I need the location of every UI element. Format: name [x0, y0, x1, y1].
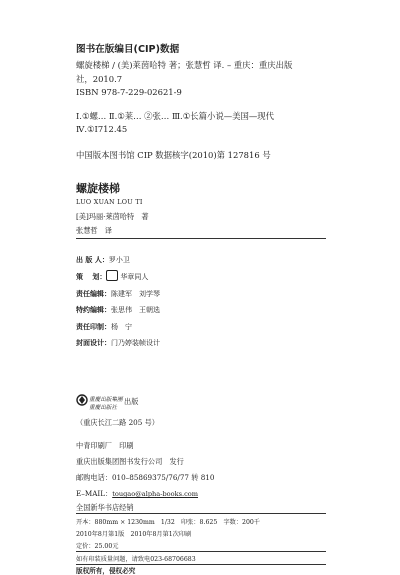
translator-line: 张慧哲 译 — [76, 226, 112, 235]
divider — [76, 238, 326, 239]
divider — [76, 551, 326, 552]
cip-record: 中国版本图书馆 CIP 数据核字(2010)第 127816 号 — [76, 150, 271, 160]
divider — [76, 513, 326, 514]
credit-label: 封面设计： — [76, 339, 111, 347]
email-link[interactable]: tougao@alpha-books.com — [112, 490, 199, 498]
cip-heading: 图书在版编目(CIP)数据 — [76, 44, 180, 55]
seller-line: 全国新华书店经销 — [76, 503, 134, 512]
cip-line-5: Ⅳ.①I712.45 — [76, 124, 128, 134]
cip-line-1: 螺旋楼梯 / (美)莱茵哈特 著；张慧哲 译. – 重庆：重庆出版 — [76, 60, 293, 70]
spec-price: 定价：25.00元 — [76, 543, 119, 550]
cip-line-2: 社，2010.7 — [76, 74, 123, 84]
credit-label: 出 版 人： — [76, 256, 109, 264]
credit-value: 张思伟 王朝选 — [111, 306, 160, 314]
spec-edition: 2010年8月第1版 2010年8月第1次印刷 — [76, 531, 192, 538]
cip-line-4: Ⅰ.①螺… Ⅱ.①莱… ②张… Ⅲ.①长篇小说—美国—现代 — [76, 111, 274, 121]
phone-line: 邮购电话：010–85869375/76/77 转 810 — [76, 473, 215, 482]
svg-text:重慶出版集團: 重慶出版集團 — [89, 397, 123, 403]
publisher-emblem-icon — [76, 392, 123, 414]
credit-label: 特约编辑： — [76, 306, 111, 314]
book-title-pinyin: LUO XUAN LOU TI — [76, 198, 143, 206]
cip-line-3: ISBN 978-7-229-02621-9 — [76, 87, 182, 97]
publisher-label: 出版 — [124, 397, 139, 406]
svg-text:重慶出版社: 重慶出版社 — [89, 405, 117, 411]
distributor-line: 重庆出版集团图书发行公司 发行 — [76, 457, 184, 466]
author-line: [美]玛丽·莱茵哈特 著 — [76, 212, 149, 221]
email-label: E–MAIL： — [76, 489, 113, 498]
publisher-address: （重庆长江二路 205 号） — [76, 418, 159, 427]
printer-line: 中青印刷厂 印刷 — [76, 441, 134, 450]
publisher-logo — [76, 392, 123, 414]
credit-value: 门乃婷装帧设计 — [111, 339, 160, 347]
credit-label: 策 划： — [76, 273, 107, 281]
credit-cover — [76, 330, 160, 349]
credit-value: 陈建军 刘学琴 — [111, 290, 160, 298]
credit-value: 华章同人 — [120, 273, 149, 281]
quality-notice: 如有印装质量问题，请致电023-68706683 — [76, 556, 196, 563]
credit-value: 罗小卫 — [108, 256, 130, 264]
credit-label: 责任编辑： — [76, 290, 111, 298]
email-line — [76, 489, 198, 499]
rights-notice: 版权所有，侵权必究 — [76, 567, 136, 575]
huazhang-logo-icon — [106, 270, 118, 281]
spec-format: 开本：880mm × 1230mm 1/32 印张：8.625 字数：200千 — [76, 519, 260, 526]
credit-value: 杨 宁 — [111, 323, 132, 331]
book-title: 螺旋楼梯 — [76, 182, 120, 195]
credit-label: 责任印制： — [76, 323, 111, 331]
